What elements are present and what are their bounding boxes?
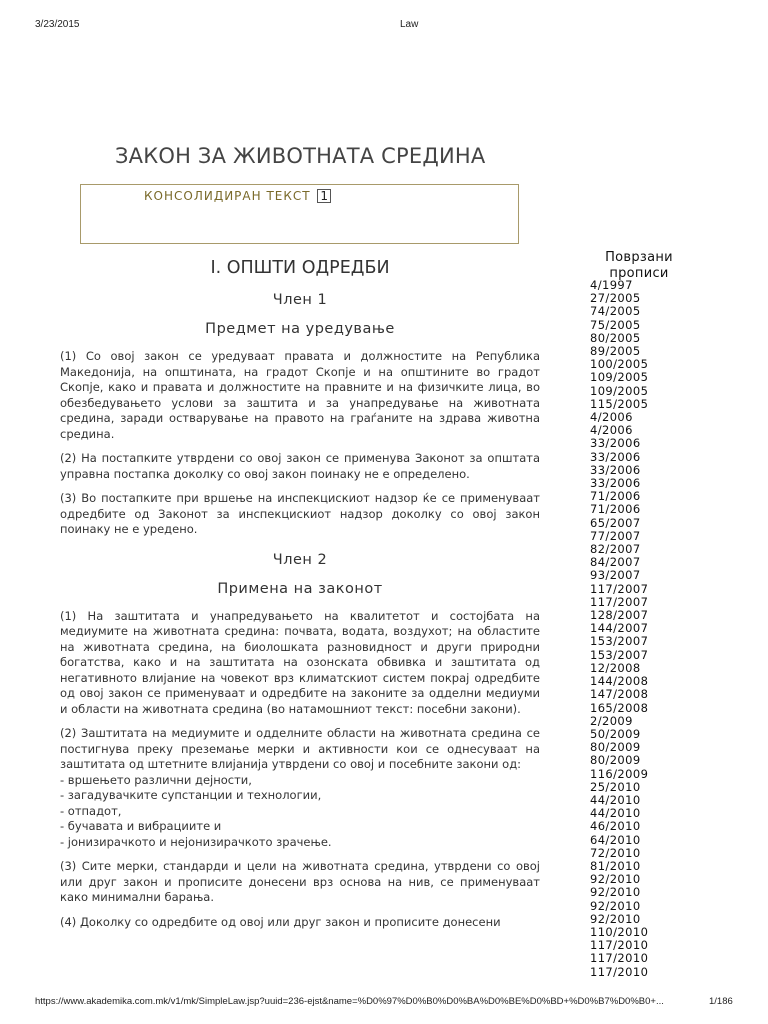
print-url: https://www.akademika.com.mk/v1/mk/SimpleLaw.jsp?uuid=236-ejst&name=%D0%97%D0%B0%D0%BA%D0%BE%D0%BD+%D0%B7%D0%B0+... (35, 996, 664, 1007)
list-item: - отпадот, (60, 803, 122, 818)
related-regulation-link[interactable]: 117/2007 (590, 594, 649, 609)
article-2-paragraph-3: (3) Сите мерки, стандарди и цели на животната средина, утврдени со овој или друг закон и прописите донесени врз основа на нив, се применуваат како минимални барања. (60, 859, 540, 904)
related-regulation-link[interactable]: 80/2009 (590, 753, 641, 768)
related-regulation-link[interactable]: 33/2006 (590, 449, 641, 464)
footnote-ref-link[interactable]: 1 (317, 189, 331, 203)
article-2-paragraph-2-block (60, 726, 540, 850)
related-regulation-link[interactable]: 33/2006 (590, 476, 641, 491)
consolidated-text-label: КОНСОЛИДИРАН ТЕКСТ (144, 189, 311, 203)
article-1-paragraph-1: (1) Со овој закон се уредуваат правата и должностите на Република Македонија, на општината, на градот Скопје и на општините во градот Скопје, како и правата и должностите на правните и на физичките лица, во обезбедувањето услови за заштита и за унапредување на животната средина, заради остварување на правото на граѓаните на здрава животна средина. (60, 349, 540, 441)
related-regulation-link[interactable]: 115/2005 (590, 396, 649, 411)
related-regulation-link[interactable]: 80/2005 (590, 330, 641, 345)
section-heading: I. ОПШТИ ОДРЕДБИ (210, 258, 390, 278)
article-2-paragraph-1: (1) На заштитата и унапредувањето на квалитетот и состојбата на медиумите на животната средина: почвата, водата, воздухот; на областите на животната средина, на биолошката разновидност и други природни богатства, како и на заштитата на озонската обвивка и заштитата од негативното влијание на човекот врз климатскиот систем покрај одредбите од овој закон се применуваат и одредбите на законите за одделни медиуми и области на животната средина (во натамошниот текст: посебни закони). (60, 608, 540, 716)
related-regulation-link[interactable]: 77/2007 (590, 528, 641, 543)
related-regulation-link[interactable]: 165/2008 (590, 700, 649, 715)
related-regulation-link[interactable]: 89/2005 (590, 344, 641, 359)
consolidated-text-line (144, 189, 331, 203)
related-regulation-link[interactable]: 153/2007 (590, 634, 649, 649)
consolidated-text-box (80, 184, 519, 244)
related-regulation-link[interactable]: 153/2007 (590, 647, 649, 662)
related-regulations-list (590, 279, 648, 979)
list-item: - вршењето различни дејности, (60, 772, 252, 787)
related-regulation-link[interactable]: 71/2006 (590, 489, 641, 504)
related-regulation-link[interactable]: 117/2007 (590, 581, 649, 596)
article-1-heading: Предмет на уредување (205, 321, 395, 337)
related-regulation-link[interactable]: 81/2010 (590, 858, 641, 873)
article-1-paragraph-3: (3) Во постапките при вршење на инспекцискиот надзор ќе се применуваат одредбите од Законот за инспекцискиот надзор доколку со овој закон поинаку не е уредено. (60, 491, 540, 536)
print-date: 3/23/2015 (35, 19, 80, 30)
related-regulation-link[interactable]: 71/2006 (590, 502, 641, 517)
related-title-line-1: Поврзани (605, 250, 673, 265)
related-regulation-link[interactable]: 72/2010 (590, 845, 641, 860)
related-regulation-link[interactable]: 25/2010 (590, 779, 641, 794)
related-regulation-link[interactable]: 4/2006 (590, 423, 633, 438)
related-regulation-link[interactable]: 84/2007 (590, 555, 641, 570)
related-regulation-link[interactable]: 92/2010 (590, 911, 641, 926)
related-regulation-link[interactable]: 147/2008 (590, 687, 649, 702)
list-item: - бучавата и вибрациите и (60, 819, 222, 833)
law-title: ЗАКОН ЗА ЖИВОТНАТА СРЕДИНА (115, 144, 486, 168)
article-2-heading: Примена на законот (217, 580, 383, 597)
related-regulation-link[interactable]: 117/2010 (590, 938, 649, 953)
related-regulation-link[interactable]: 74/2005 (590, 304, 641, 319)
related-regulation-link[interactable]: 12/2008 (590, 660, 641, 675)
related-regulation-link[interactable]: 33/2006 (590, 462, 641, 477)
related-regulation-link[interactable]: 100/2005 (590, 357, 649, 372)
print-page-title: Law (400, 19, 419, 30)
related-regulation-link[interactable]: 4/1997 (590, 278, 633, 292)
related-regulation-link[interactable]: 116/2009 (590, 766, 649, 781)
related-regulation-link[interactable]: 44/2010 (590, 806, 641, 821)
related-regulations-sidebar (590, 250, 680, 979)
list-item: - јонизирачкото и нејонизирачкото зрачење. (60, 834, 332, 849)
article-2-paragraph-2: (2) Заштитата на медиумите и одделните области на животната средина се постигнува преку преземање мерки и активности кои се однесуваат на заштитата од штетните влијанија утврдени со овој и посебните закони од: (60, 726, 540, 771)
related-regulation-link[interactable]: 50/2009 (590, 726, 641, 741)
law-body (60, 258, 540, 939)
related-regulation-link[interactable]: 80/2009 (590, 740, 641, 755)
related-regulation-link[interactable]: 117/2010 (590, 964, 649, 979)
related-regulation-link[interactable]: 92/2010 (590, 872, 641, 887)
related-regulation-link[interactable]: 64/2010 (590, 832, 641, 847)
related-regulation-link[interactable]: 2/2009 (590, 713, 633, 728)
related-regulation-link[interactable]: 82/2007 (590, 542, 641, 557)
related-regulation-link[interactable]: 144/2008 (590, 674, 649, 689)
related-regulation-link[interactable]: 109/2005 (590, 383, 649, 398)
list-item: - загадувачките супстанции и технологии, (60, 788, 322, 802)
related-regulation-link[interactable]: 92/2010 (590, 885, 641, 900)
print-page-number: 1/186 (709, 996, 733, 1007)
related-regulation-link[interactable]: 110/2010 (590, 924, 649, 939)
related-regulation-link[interactable]: 4/2006 (590, 410, 633, 425)
article-1-number: Член 1 (272, 292, 328, 308)
related-regulation-link[interactable]: 44/2010 (590, 792, 641, 807)
related-regulation-link[interactable]: 27/2005 (590, 291, 641, 306)
related-regulation-link[interactable]: 128/2007 (590, 608, 649, 623)
article-2-number: Член 2 (272, 551, 328, 568)
related-regulation-link[interactable]: 65/2007 (590, 515, 641, 530)
related-regulation-link[interactable]: 117/2010 (590, 951, 649, 966)
article-2-paragraph-4: (4) Доколку со одредбите од овој или друг закон и прописите донесени (60, 914, 501, 929)
related-regulation-link[interactable]: 33/2006 (590, 436, 641, 451)
related-title-line-2: прописи (609, 266, 669, 281)
related-regulation-link[interactable]: 109/2005 (590, 370, 649, 385)
related-regulation-link[interactable]: 144/2007 (590, 621, 649, 636)
related-regulation-link[interactable]: 93/2007 (590, 568, 641, 583)
related-regulation-link[interactable]: 75/2005 (590, 317, 641, 332)
related-regulation-link[interactable]: 46/2010 (590, 819, 641, 834)
related-regulation-link[interactable]: 92/2010 (590, 898, 641, 913)
article-1-paragraph-2: (2) На постапките утврдени со овој закон се применува Законот за општата управна постапка доколку со овој закон поинаку не е определено. (60, 451, 540, 481)
